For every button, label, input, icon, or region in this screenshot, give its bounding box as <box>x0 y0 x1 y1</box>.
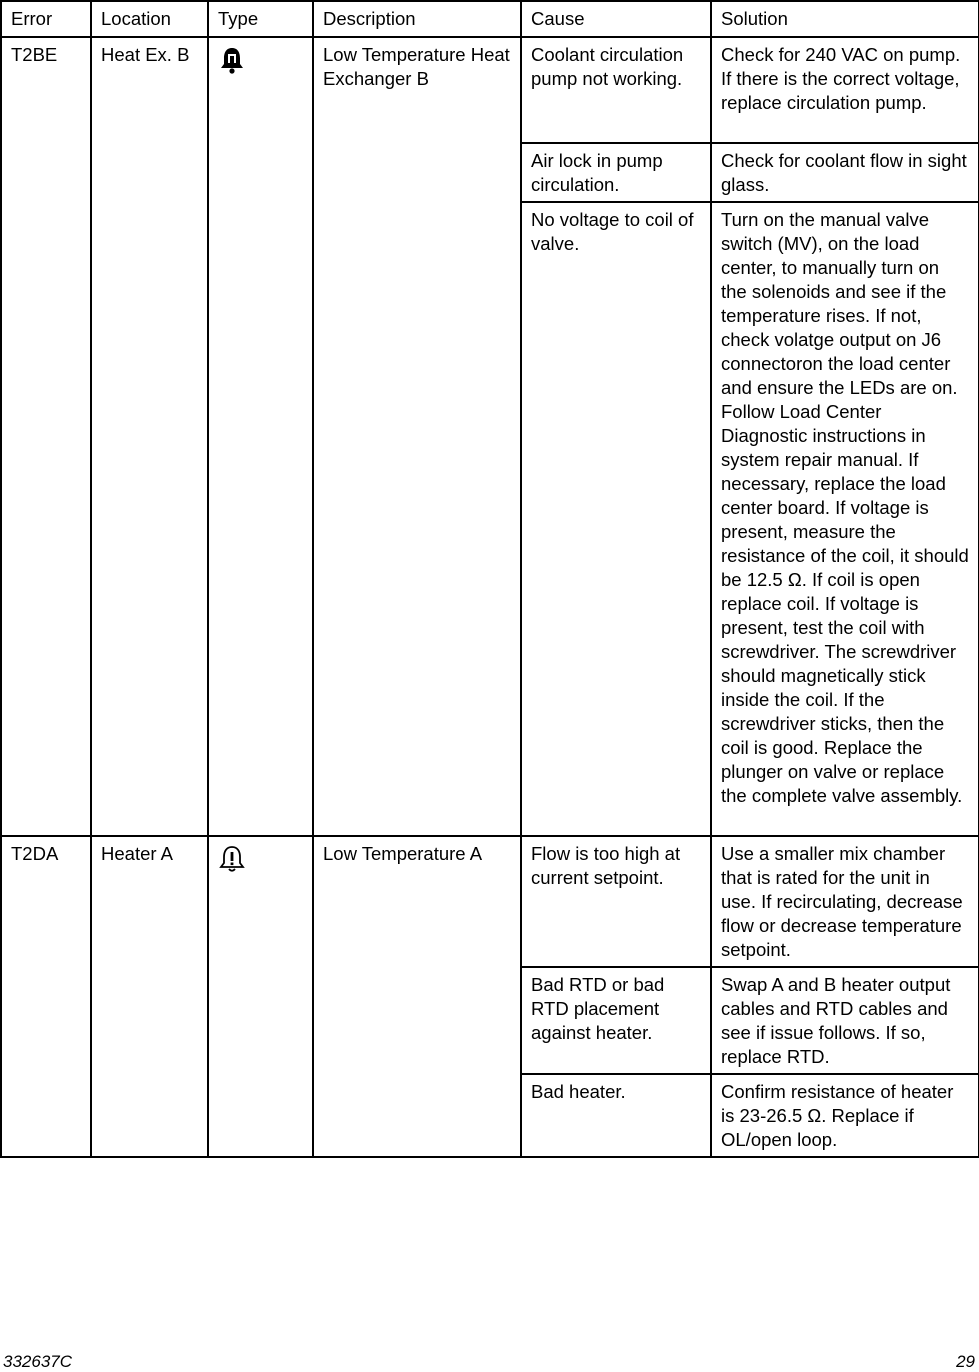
table-row <box>1 836 979 967</box>
cause-cell <box>521 967 711 1074</box>
location-cell <box>91 37 208 836</box>
location-text: Heat Ex. B <box>101 44 190 65</box>
solution-text: Swap A and B heater output cables and RTD cables and see if issue follows. If so, replace RTD. <box>721 974 951 1067</box>
solution-text: Turn on the manual valve switch (MV), on the load center, to manually turn on the solenoids and see if the temperature rises. If not, check volatge output on J6 connectoron the load center and ensure the LEDs are on. Follow Load Center Diagnostic instructions in system repair manual. If necessary, replace the load center board. If voltage is present, measure the resistance of the coil, it should be 12.5 Ω. If coil is open replace coil. If voltage is present, test the coil with screwdriver. The screwdriver should magnetically stick inside the coil. If the screwdriver sticks, then the coil is good. Replace the plunger on valve or replace the complete valve assembly. <box>721 209 969 806</box>
cause-cell <box>521 37 711 143</box>
cause-text: Air lock in pump circulation. <box>531 150 663 195</box>
description-text: Low Temperature A <box>323 843 483 864</box>
location-cell <box>91 836 208 1157</box>
error-code-cell <box>1 37 91 836</box>
error-code-cell <box>1 836 91 1157</box>
cause-cell <box>521 1074 711 1157</box>
document-number: 332637C <box>3 1352 73 1371</box>
type-cell <box>208 836 313 1157</box>
table-row <box>1 37 979 143</box>
solution-text: Use a smaller mix chamber that is rated for the unit in use. If recirculating, decrease flow or decrease temperature setpoint. <box>721 843 963 960</box>
location-text: Heater A <box>101 843 173 864</box>
description-cell <box>313 37 521 836</box>
alarm-bell-icon <box>218 45 246 75</box>
header-description: Description <box>313 1 521 37</box>
header-type: Type <box>208 1 313 37</box>
deviation-bell-icon <box>218 844 246 874</box>
page-number: 29 <box>956 1352 975 1371</box>
header-row <box>1 1 979 37</box>
solution-cell <box>711 143 979 202</box>
cause-text: No voltage to coil of valve. <box>531 209 694 254</box>
description-cell <box>313 836 521 1157</box>
description-text: Low Temperature Heat Exchanger B <box>323 44 510 89</box>
solution-cell <box>711 1074 979 1157</box>
cause-text: Coolant circulation pump not working. <box>531 44 684 89</box>
header-solution: Solution <box>711 1 979 37</box>
cause-cell <box>521 202 711 836</box>
cause-cell <box>521 143 711 202</box>
cause-text: Bad heater. <box>531 1081 626 1102</box>
solution-cell <box>711 37 979 143</box>
solution-text: Confirm resistance of heater is 23-26.5 Ω. Replace if OL/open loop. <box>721 1081 954 1150</box>
type-cell <box>208 37 313 836</box>
cause-cell <box>521 836 711 967</box>
solution-text: Check for coolant flow in sight glass. <box>721 150 967 195</box>
solution-cell <box>711 967 979 1074</box>
error-code: T2BE <box>11 44 58 65</box>
header-cause: Cause <box>521 1 711 37</box>
cause-text: Flow is too high at current setpoint. <box>531 843 681 888</box>
solution-text: Check for 240 VAC on pump. If there is the correct voltage, replace circulation pump. <box>721 44 961 113</box>
header-error: Error <box>1 1 91 37</box>
solution-cell <box>711 836 979 967</box>
header-location: Location <box>91 1 208 37</box>
error-code: T2DA <box>11 843 59 864</box>
solution-cell <box>711 202 979 836</box>
cause-text: Bad RTD or bad RTD placement against heater. <box>531 974 665 1043</box>
